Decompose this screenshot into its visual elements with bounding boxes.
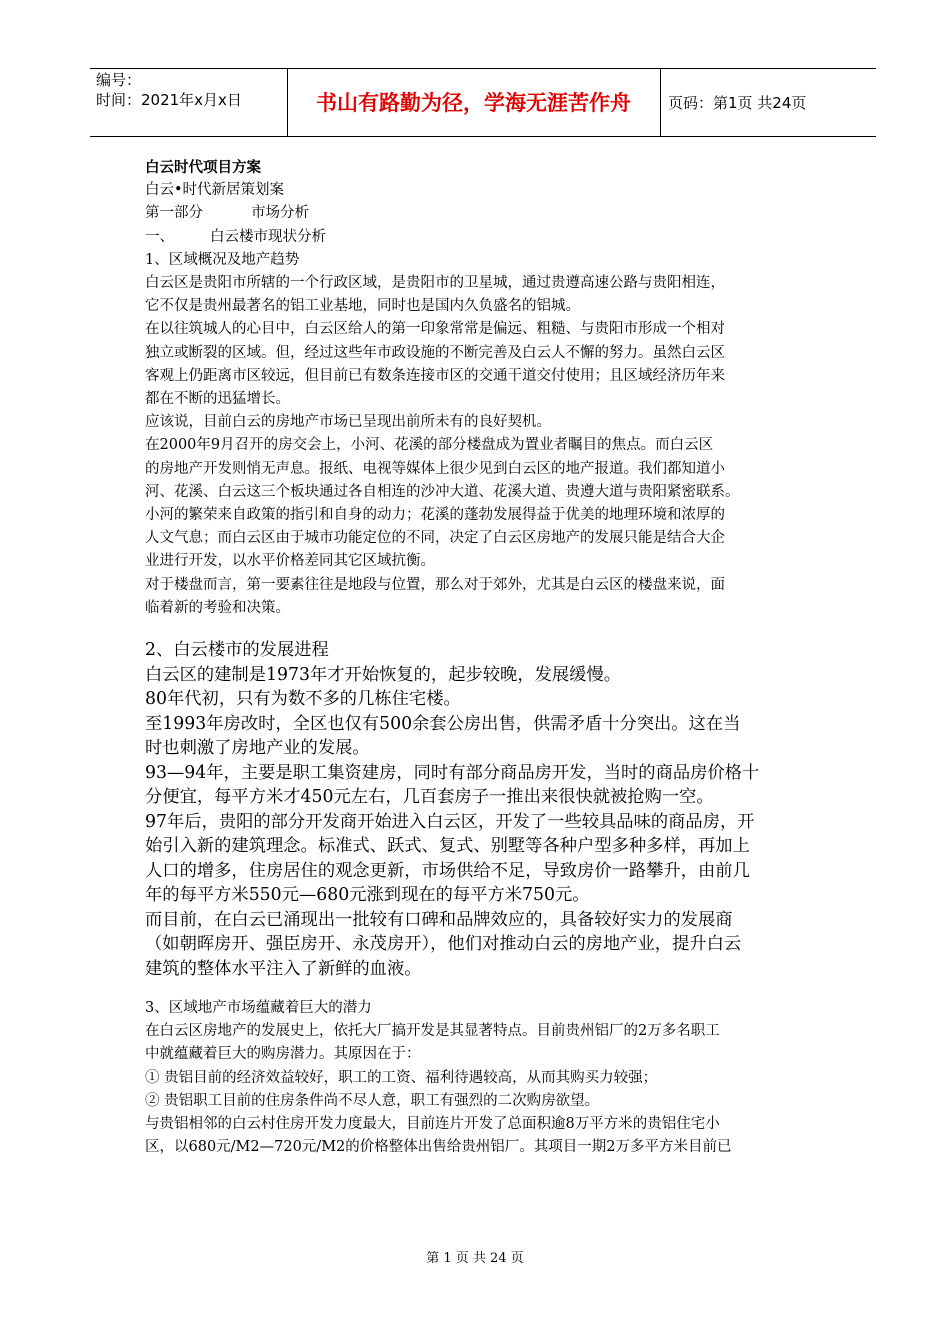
- part-heading: [145, 202, 835, 225]
- doc-title: 白云时代项目方案: [145, 159, 261, 176]
- subsection-1-heading: 1、区域概况及地产趋势: [145, 251, 300, 268]
- paragraph-line: 93—94年，主要是职工集资建房，同时有部分商品房开发，当时的商品房价格十: [145, 762, 760, 783]
- paragraph-line: （如朝晖房开、强臣房开、永茂房开），他们对推动白云的房地产业，提升白云: [145, 934, 742, 955]
- header-bottom-rule: [90, 136, 876, 137]
- paragraph-line: 中就蕴藏着巨大的购房潜力。其原因在于：: [145, 1046, 421, 1063]
- paragraph-line: 始引入新的建筑理念。标准式、跃式、复式、别墅等各种户型多种多样，再加上: [145, 836, 750, 857]
- paragraph-line: 业进行开发，以水平价格差同其它区域抗衡。: [145, 553, 435, 570]
- paragraph-line: 人口的增多，住房居住的观念更新，市场供给不足，导致房价一路攀升，由前几: [145, 860, 750, 881]
- section-num: 一、: [145, 228, 174, 245]
- document-body: [145, 156, 835, 1159]
- paragraph-line: 而目前，在白云已涌现出一批较有口碑和品牌效应的，具备较好实力的发展商: [145, 909, 733, 930]
- paragraph-line: 都在不断的迅猛增长。: [145, 391, 290, 408]
- paragraph-line: 对于楼盘而言，第一要素往往是地段与位置，那么对于郊外，尤其是白云区的楼盘来说，面: [145, 576, 725, 593]
- paragraph-line: 白云区的建制是1973年才开始恢复的，起步较晚，发展缓慢。: [145, 664, 622, 685]
- subsection-3-heading: 3、区域地产市场蕴藏着巨大的潜力: [145, 1000, 372, 1017]
- paragraph-line: 建筑的整体水平注入了新鲜的血液。: [145, 958, 422, 979]
- page-footer: 第 1 页 共 24 页: [426, 1251, 524, 1266]
- doc-subtitle: 白云•时代新居策划案: [145, 182, 285, 199]
- paragraph-line: 区，以680元/M2—720元/M2的价格整体出售给贵州铝厂。其项目一期2万多平方米目前已: [145, 1139, 732, 1156]
- paragraph-line: 河、花溪、白云这三个板块通过各自相连的沙冲大道、花溪大道、贵遵大道与贵阳紧密联系。: [145, 483, 740, 500]
- paragraph-line: 97年后，贵阳的部分开发商开始进入白云区，开发了一些较具品味的商品房，开: [145, 811, 755, 832]
- section-name: 白云楼市现状分析: [210, 228, 326, 245]
- paragraph-line: 分便宜，每平方米才450元左右，几百套房子一推出来很快就被抢购一空。: [145, 787, 714, 808]
- paragraph-line: 小河的繁荣来自政策的指引和自身的动力；花溪的蓬勃发展得益于优美的地理环境和浓厚的: [145, 507, 725, 524]
- paragraph-line: 临着新的考验和决策。: [145, 599, 290, 616]
- header-number: 编号：: [96, 71, 142, 89]
- paragraph-line: 年的每平方米550元—680元涨到现在的每平方米750元。: [145, 885, 590, 906]
- paragraph-line: 在白云区房地产的发展史上，依托大厂搞开发是其显著特点。目前贵州铝厂的2万多名职工: [145, 1023, 720, 1040]
- paragraph-line: 应该说，目前白云的房地产市场已呈现出前所未有的良好契机。: [145, 414, 551, 431]
- subsection-3-body: [145, 1020, 835, 1159]
- section-heading: [145, 226, 835, 249]
- header-motto: 书山有路勤为径，学海无涯苦作舟: [316, 91, 631, 115]
- paragraph-line: 白云区是贵阳市所辖的一个行政区域，是贵阳市的卫星城，通过贵遵高速公路与贵阳相连，: [145, 275, 725, 292]
- part-name: 市场分析: [251, 205, 309, 222]
- header-time: 时间：2021年x月x日: [96, 91, 242, 109]
- header-divider-right: [660, 68, 661, 136]
- paragraph-line: 客观上仍距离市区较远，但目前已有数条连接市区的交通干道交付使用；且区域经济历年来: [145, 367, 725, 384]
- paragraph-line: 独立或断裂的区域。但，经过这些年市政设施的不断完善及白云人不懈的努力。虽然白云区: [145, 344, 725, 361]
- paragraph-line: 时也刺激了房地产业的发展。: [145, 738, 370, 759]
- paragraph-line: 的房地产开发则悄无声息。报纸、电视等媒体上很少见到白云区的地产报道。我们都知道小: [145, 460, 725, 477]
- paragraph-line: 与贵铝相邻的白云村住房开发力度最大，目前连片开发了总面积逾8万平方米的贵铝住宅小: [145, 1116, 720, 1133]
- paragraph-line: 至1993年房改时，全区也仅有500余套公房出售，供需矛盾十分突出。这在当: [145, 713, 741, 734]
- paragraph-line: ① 贵铝目前的经济效益较好，职工的工资、福利待遇较高，从而其购买力较强；: [145, 1069, 658, 1086]
- header-meta: [96, 70, 242, 110]
- paragraph-line: 在以往筑城人的心目中，白云区给人的第一印象常常是偏远、粗糙、与贵阳市形成一个相对: [145, 321, 725, 338]
- paragraph-line: ② 贵铝职工目前的住房条件尚不尽人意，职工有强烈的二次购房欲望。: [145, 1092, 600, 1109]
- paragraph-line: 它不仅是贵州最著名的铝工业基地，同时也是国内久负盛名的铝城。: [145, 298, 580, 315]
- paragraph-line: 在2000年9月召开的房交会上，小河、花溪的部分楼盘成为置业者瞩目的焦点。而白云区: [145, 437, 714, 454]
- subsection-2-body: [145, 663, 835, 982]
- paragraph-line: 人文气息；而白云区由于城市功能定位的不同，决定了白云区房地产的发展只能是结合大企: [145, 530, 725, 547]
- subsection-1-body: [145, 272, 835, 620]
- subsection-2-heading: 2、白云楼市的发展进程: [145, 640, 329, 661]
- paragraph-line: 80年代初，只有为数不多的几栋住宅楼。: [145, 689, 461, 710]
- part-label: 第一部分: [145, 205, 203, 222]
- header-page-info: 页码：第1页 共24页: [668, 94, 807, 112]
